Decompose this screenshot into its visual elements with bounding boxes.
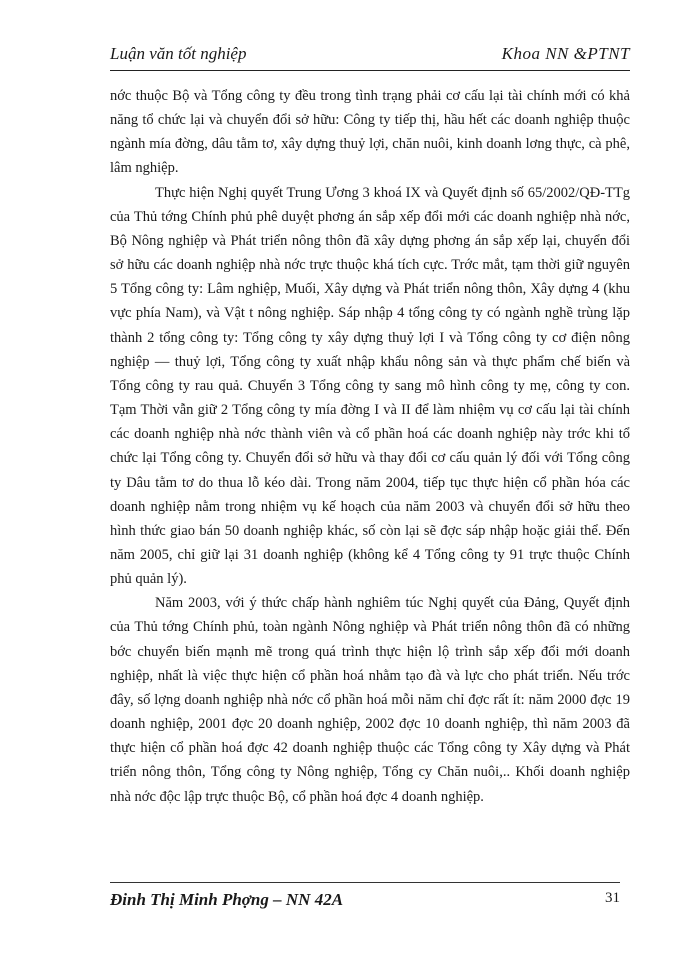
page-header bbox=[110, 40, 630, 70]
footer-author: Đinh Thị Minh Phợng – NN 42A bbox=[110, 890, 344, 909]
footer-divider bbox=[110, 882, 620, 883]
body-text bbox=[110, 84, 630, 809]
header-faculty: Khoa NN &PTNT bbox=[501, 44, 630, 63]
page-footer bbox=[110, 882, 620, 922]
paragraph-2: Thực hiện Nghị quyết Trung Ương 3 khoá IX và Quyết định số 65/2002/QĐ-TTg của Thủ tớng Chính phủ phê duyệt phơng án sắp xếp đổi mới các doanh nghiệp nhà nớc, Bộ Nông nghiệp và Phát triển nông thôn đã xây dựng phơng án sắp xếp lại, chuyển đổi sở hữu các doanh nghiệp nhà nớc trực thuộc khá tích cực. Trớc mắt, tạm thời giữ nguyên 5 Tổng công ty: Lâm nghiệp, Muối, Xây dựng và Phát triển nông thôn, Xây dựng 4 (khu vực phía Nam), và Vật t nông nghiệp. Sáp nhập 4 tổng công ty có ngành nghề trùng lặp thành 2 tổng công ty: Tổng công ty xây dựng thuỷ lợi I và Tổng công ty cơ điện nông nghiệp — thuỷ lợi, Tổng công ty xuất nhập khẩu nông sản và thực phẩm chế biến và Tổng công ty rau quả. Chuyển 3 Tổng công ty sang mô hình công ty mẹ, công ty con. Tạm Thời vẫn giữ 2 Tổng công ty mía đờng I và II để làm nhiệm vụ cơ cấu lại tài chính các doanh nghiệp nhà nớc thành viên và cổ phần hoá các doanh nghiệp này trớc khi tổ chức lại Tổng công ty. Chuyển đổi sở hữu và thay đổi cơ cấu quản lý đối với Tổng công ty Dâu tằm tơ do thua lỗ kéo dài. Trong năm 2004, tiếp tục thực hiện cổ phần hóa các doanh nghiệp nằm trong nhiệm vụ kế hoạch của năm 2003 và chuyển đổi sở hữu theo hình thức giao bán 50 doanh nghiệp khác, số còn lại sẽ đợc sáp nhập hoặc giải thể. Đến năm 2005, chỉ giữ lại 31 doanh nghiệp (không kể 4 Tổng công ty 91 trực thuộc Chính phủ quản lý). bbox=[110, 184, 630, 588]
paragraph-1: nớc thuộc Bộ và Tổng công ty đều trong tình trạng phải cơ cấu lại tài chính mới có khả năng tổ chức lại và chuyển đổi sở hữu: Công ty tiếp thị, hầu hết các doanh nghiệp thuộc ngành mía đờng, dâu tằm tơ, xây dựng thuỷ lợi, chăn nuôi, kinh doanh lơng thực, cà phê, lâm nghiệp. bbox=[110, 88, 630, 177]
page-number: 31 bbox=[605, 890, 620, 906]
paragraph-3: Năm 2003, với ý thức chấp hành nghiêm túc Nghị quyết của Đảng, Quyết định của Thủ tớng Chính phủ, toàn ngành Nông nghiệp và Phát triển nông thôn đã có những bớc chuyển biến mạnh mẽ trong quá trình thực hiện lộ trình sắp xếp đổi mới doanh nghiệp, nhất là việc thực hiện cổ phần hoá nhằm tạo đà và lực cho phát triển. Nếu trớc đây, số lợng doanh nghiệp nhà nớc cổ phần hoá mỗi năm chỉ đợc rất ít: năm 2000 đợc 19 doanh nghiệp, 2001 đợc 20 doanh nghiệp, 2002 đợc 10 doanh nghiệp, thì năm 2003 đã thực hiện cổ phần hoá đợc 42 doanh nghiệp thuộc các Tổng công ty Xây dựng và Phát triển nông thôn, Tổng công ty Nông nghiệp, Tổng cy Chăn nuôi,.. Khối doanh nghiệp nhà nớc độc lập trực thuộc Bộ, cổ phần hoá đợc 4 doanh nghiệp. bbox=[110, 595, 630, 805]
header-divider bbox=[110, 70, 630, 71]
header-thesis-title: Luận văn tốt nghiệp bbox=[110, 44, 247, 63]
